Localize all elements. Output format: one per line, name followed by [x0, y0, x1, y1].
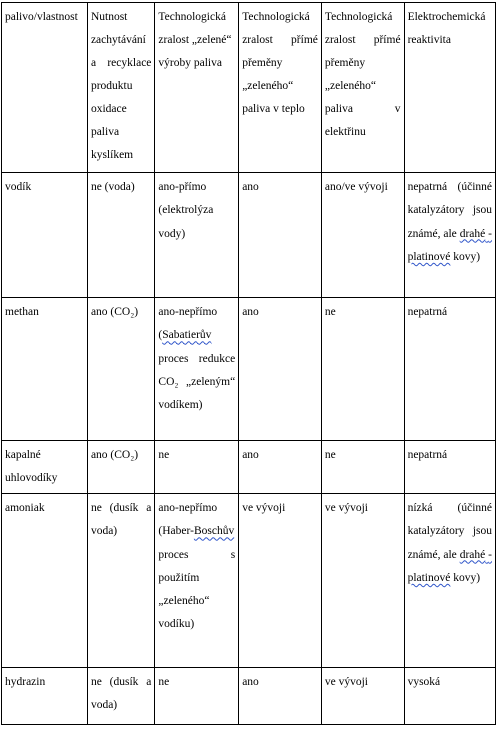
- production-text-end: proces s použitím „zeleného“ vodíku): [158, 548, 236, 631]
- cell-production: ne: [155, 441, 239, 494]
- reactivity-text: nepatrná (účinné katalyzátory jsou známé, ale: [407, 181, 492, 240]
- cell-capture: ano (CO₂): [87, 441, 154, 494]
- production-text: ano-nepřímo (: [158, 306, 218, 342]
- reactivity-text-flagged-1: drahé: [459, 227, 486, 240]
- cell-reactivity: nepatrná: [404, 298, 495, 441]
- reactivity-text-flagged-3: -: [488, 227, 492, 240]
- reactivity-text-flagged-3: -: [488, 548, 492, 561]
- cell-capture: ne (dusík a voda): [87, 494, 154, 668]
- production-text-end: proces redukce CO₂ „zeleným“ vodíkem): [158, 352, 236, 412]
- cell-fuel: methan: [2, 298, 88, 441]
- cell-heat: ano: [239, 298, 322, 441]
- cell-fuel: amoniak: [2, 494, 88, 668]
- cell-electricity: ve vývoji: [321, 494, 404, 668]
- cell-heat: ve vývoji: [239, 494, 322, 668]
- reactivity-text-end: kovy): [450, 250, 481, 263]
- cell-reactivity: nepatrná: [404, 441, 495, 494]
- reactivity-text: nízká (účinné katalyzátory jsou známé, ale: [407, 502, 492, 561]
- table-row: [2, 494, 496, 668]
- header-row: [2, 3, 496, 173]
- table-row: [2, 441, 496, 494]
- header-fuel: palivo/vlastnost: [2, 3, 88, 173]
- table-row: [2, 298, 496, 441]
- cell-reactivity: [404, 494, 495, 668]
- cell-electricity: ne: [321, 441, 404, 494]
- cell-fuel: vodík: [2, 173, 88, 298]
- header-reactivity: Elektrochemická reaktivita: [404, 3, 495, 173]
- reactivity-text-flagged-5: platinové: [407, 250, 451, 263]
- cell-electricity: ne: [321, 298, 404, 441]
- cell-reactivity: [404, 173, 495, 298]
- cell-heat: ano: [239, 173, 322, 298]
- production-text: ano-nepřímo (Haber-: [158, 502, 218, 538]
- cell-capture: ne (voda): [87, 173, 154, 298]
- fuel-properties-table: [1, 2, 496, 725]
- header-heat: Technologická zralost přímé přeměny „zeleného“ paliva v teplo: [239, 3, 322, 173]
- cell-electricity: ano/ve vývoji: [321, 173, 404, 298]
- header-electricity: Technologická zralost přímé přeměny „zeleného“ paliva v elektřinu: [321, 3, 404, 173]
- production-text-flagged: Boschův: [193, 525, 235, 538]
- cell-production: [155, 494, 239, 668]
- cell-electricity: ve vývoji: [321, 668, 404, 725]
- cell-reactivity: vysoká: [404, 668, 495, 725]
- cell-production: ano-přímo (elektrolýza vody): [155, 173, 239, 298]
- table-row: [2, 668, 496, 725]
- cell-fuel: hydrazin: [2, 668, 88, 725]
- cell-heat: ano: [239, 441, 322, 494]
- reactivity-text-flagged-1: drahé: [459, 548, 486, 561]
- header-production: Technologická zralost „zelené“ výroby paliva: [155, 3, 239, 173]
- cell-capture: ano (CO₂): [87, 298, 154, 441]
- cell-heat: ano: [239, 668, 322, 725]
- reactivity-text-end: kovy): [450, 571, 481, 584]
- cell-capture: ne (dusík a voda): [87, 668, 154, 725]
- cell-production: ne: [155, 668, 239, 725]
- reactivity-text-flagged-5: platinové: [407, 571, 451, 584]
- production-text-flagged: Sabatierův: [162, 329, 212, 342]
- table-row: [2, 173, 496, 298]
- cell-fuel: kapalné uhlovodíky: [2, 441, 88, 494]
- header-capture: Nutnost zachytávání a recyklace produktu oxidace paliva kyslíkem: [87, 3, 154, 173]
- cell-production: [155, 298, 239, 441]
